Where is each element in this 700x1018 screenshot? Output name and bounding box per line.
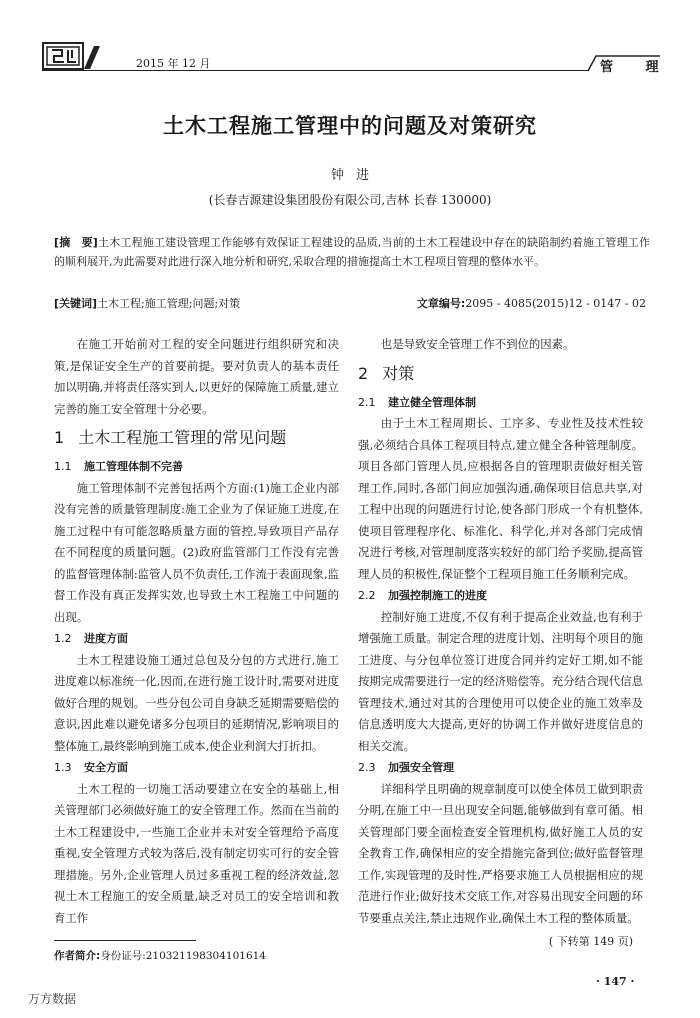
footnote-label: 作者简介: <box>54 950 101 962</box>
journal-logo <box>42 42 102 72</box>
subsection-2-1-text: 由于土木工程周期长、工序多、专业性及技术性较强,必须结合具体工程项目特点,建立健全各种管理制度。项目各部门管理人员,应根据各自的管理职责做好相关管理工作,同时,各部门间应加强沟通,确保项目信息共享,对工程中出现的问题进行讨论,使各部门形成一个有机整体,使项目管理程序化、标准化、科学化,并对各部门完成情况进行考核,对管理制度落实较好的部门给予奖励,提高管理人员的积极性,保证整个工程项目施工任务顺利完成。 <box>358 416 643 581</box>
subsection-title: 加强控制施工的进度 <box>388 589 487 602</box>
continued-note: ( 下转第 149 页) <box>548 935 633 948</box>
author-affiliation: (长春吉源建设集团股份有限公司,吉林 长春 130000) <box>208 193 492 207</box>
subsection-1-3-text: 土木工程的一切施工活动要建立在安全的基础上,相关管理部门必须做好施工的安全管理工作。然而在当前的土木工程建设中,一些施工企业并未对安全管理给予高度重视,安全管理方式较为落后,没有制定切实可行的安全管理措施。另外,企业管理人员过多重视工程的经济效益,忽视土木工程施工的安全质量,缺乏对员工的安全培训和教育工作 <box>54 781 339 925</box>
abstract-text: 土木工程施工建设管理工作能够有效保证工程建设的品质,当前的土木工程建设中存在的缺陷制约着施工管理工作的顺利展开,为此需要对此进行深入地分析和研究,采取合理的措施提高土木工程项目管理的整体水平。 <box>54 236 650 268</box>
page-number: · 147 · <box>596 975 635 988</box>
subsection-2-2-text: 控制好施工进度,不仅有利于提高企业效益,也有利于增强施工质量。制定合理的进度计划、注明每个项目的施工进度、与分包单位签订进度合同并约定好工期,如不能按期完成需要进行一定的经济赔偿等。充分结合现代信息管理技术,通过对其的合理使用可以使企业的施工效率及信息透明度大大提高,更好的协调工作并做好进度信息的相关交流。 <box>358 609 643 753</box>
subsection-2-3-text: 详细科学且明确的规章制度可以使全体员工做到职责分明,在施工中一旦出现安全问题,能够做到有章可循。相关管理部门要全面检查安全管理机构,做好施工人员的安全教育工作,确保相应的安全措施完备到位;做好监督管理工作,实现管理的及时性,严格要求施工人员根据相应的规范进行作业;做好技术交底工作,对容易出现安全问题的环节要重点关注,禁止违规作业,确保土木工程的整体质量。 <box>358 781 643 925</box>
section-number: 1 <box>54 428 65 447</box>
author-footnote <box>54 948 266 963</box>
subsection-title: 建立健全管理体制 <box>388 395 476 409</box>
subsection-1-1-heading <box>54 456 339 478</box>
author-name: 钟进 <box>330 168 381 183</box>
subsection-number: 2.1 <box>358 395 376 409</box>
abstract-label: [摘 要] <box>54 236 98 249</box>
subsection-1-3-heading <box>54 757 339 779</box>
issue-date: 2015 年 12 月 <box>136 57 211 70</box>
subsection-number: 1.3 <box>54 761 72 774</box>
right-column <box>358 334 643 953</box>
section-1-heading <box>54 426 339 450</box>
carry-over-text: 也是导致安全管理工作不到位的因素。 <box>380 337 575 351</box>
keywords-label: [关键词] <box>54 297 98 310</box>
source-watermark: 万方数据 <box>28 992 77 1006</box>
footnote-text: 身份证号:210321198304101614 <box>100 950 266 962</box>
left-column <box>54 334 339 929</box>
section-title: 土木工程施工管理的常见问题 <box>78 428 287 447</box>
subsection-title: 进度方面 <box>84 632 128 645</box>
header-rule <box>42 70 588 71</box>
subsection-1-2-text: 土木工程建设施工通过总包及分包的方式进行,施工进度难以标准统一化,因而,在进行施工设计时,需要对进度做好合理的规划。一些分包公司自身缺乏延期需要赔偿的意识,因此难以避免诸多分包项目的延期情况,影响项目的整体施工,最终影响到施工成本,使企业利润大打折扣。 <box>54 652 339 753</box>
keywords-text: 土木工程;施工管理;问题;对策 <box>97 297 241 310</box>
subsection-2-3-heading <box>358 757 643 779</box>
subsection-2-1-heading <box>358 392 643 414</box>
subsection-title: 施工管理体制不完善 <box>84 460 183 473</box>
subsection-1-2-heading <box>54 628 339 650</box>
subsection-number: 2.2 <box>358 589 376 602</box>
section-title: 对策 <box>382 363 415 383</box>
keywords <box>54 295 240 311</box>
section-number: 2 <box>358 363 369 383</box>
section-label: 管 理 <box>600 60 673 75</box>
subsection-number: 1.2 <box>54 632 72 645</box>
article-number-value: 2095 - 4085(2015)12 - 0147 - 02 <box>465 297 646 310</box>
article-number <box>417 295 646 311</box>
intro-paragraph: 在施工开始前对工程的安全问题进行组织研究和决策,是保证安全生产的首要前提。要对负责人的基本责任加以明确,并将责任落实到人,以更好的保障施工质量,建立完善的施工安全管理十分必要。 <box>54 337 339 416</box>
subsection-2-2-heading <box>358 585 643 607</box>
abstract <box>54 233 650 271</box>
footnote-rule <box>54 940 196 941</box>
subsection-title: 安全方面 <box>84 761 128 774</box>
article-title: 土木工程施工管理中的问题及对策研究 <box>163 113 537 138</box>
subsection-title: 加强安全管理 <box>388 761 454 774</box>
subsection-number: 1.1 <box>54 460 72 473</box>
subsection-number: 2.3 <box>358 761 376 774</box>
subsection-1-1-text: 施工管理体制不完善包括两个方面:(1)施工企业内部没有完善的质量管理制度:施工企业为了保证施工进度,在施工过程中有可能忽略质量方面的管控,导致项目产品存在不同程度的质量问题。(2)政府监管部门工作没有完善的监督管理体制:监管人员不负责任,工作流于表面现象,监督工作没有真正发挥实效,也导致土木工程施工中问题的出现。 <box>54 480 339 624</box>
article-number-label: 文章编号: <box>416 297 466 310</box>
section-2-heading <box>358 362 643 386</box>
